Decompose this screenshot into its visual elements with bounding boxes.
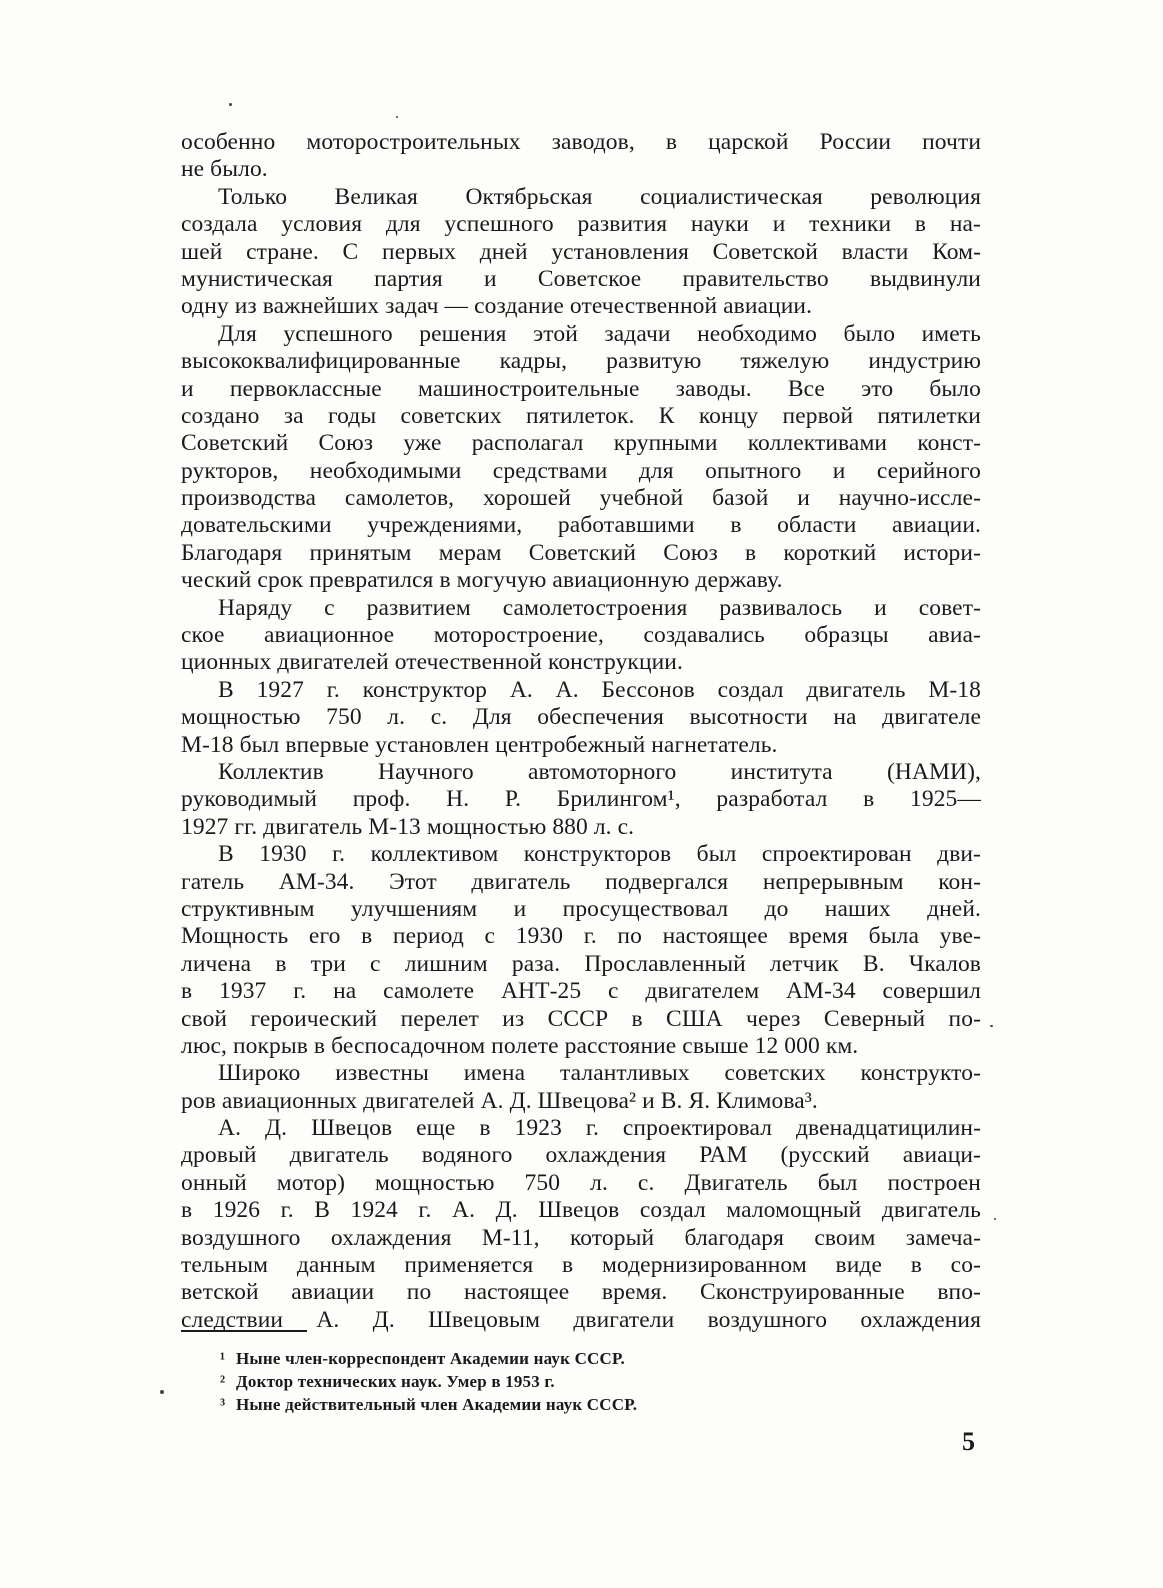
text-line: Наряду с развитием самолетостроения развивалось и совет- xyxy=(218,594,981,621)
scan-speck xyxy=(990,1025,993,1027)
text-line: люс, покрыв в беспосадочном полете расстояние свыше 12 000 км. xyxy=(181,1032,859,1059)
footnotes xyxy=(220,1347,920,1416)
text-line: А. Д. Швецов еще в 1923 г. спроектировал двенадцатицилин- xyxy=(218,1115,981,1142)
text-line: тельным данным применяется в модернизированном виде в со- xyxy=(181,1252,981,1279)
paragraph xyxy=(181,595,981,677)
text-line: ческий срок превратился в могучую авиационную державу. xyxy=(181,567,783,594)
footnote xyxy=(220,1370,920,1393)
text-line: довательскими учреждениями, работавшими в области авиации. xyxy=(181,512,981,539)
footnote xyxy=(220,1347,920,1370)
text-line: в 1926 г. В 1924 г. А. Д. Швецов создал маломощный двигатель xyxy=(181,1197,981,1224)
text-line: рукторов, необходимыми средствами для опытного и серийного xyxy=(181,457,981,484)
paragraph xyxy=(181,841,981,1060)
scan-speck xyxy=(160,1390,164,1394)
footnote-mark: ³ xyxy=(220,1395,226,1414)
text-line: 1927 гг. двигатель М-13 мощностью 880 л. с. xyxy=(181,813,635,840)
footnote-text: Ныне действительный член Академии наук СССР. xyxy=(236,1395,638,1414)
text-line: гатель АМ-34. Этот двигатель подвергался непрерывным кон- xyxy=(181,868,981,895)
text-line: ское авиационное моторостроение, создавались образцы авиа- xyxy=(181,622,981,649)
text-line: ров авиационных двигателей А. Д. Швецова² и В. Я. Климова³. xyxy=(181,1087,818,1114)
text-line: Для успешного решения этой задачи необходимо было иметь xyxy=(218,320,981,347)
text-line: личена в три с лишним раза. Прославленный летчик В. Чкалов xyxy=(181,950,981,977)
text-line: воздушного охлаждения М-11, который благодаря своим замеча- xyxy=(181,1224,981,1251)
footnote xyxy=(220,1393,920,1416)
text-line: Мощность его в период с 1930 г. по настоящее время была уве- xyxy=(181,923,981,950)
text-line: Советский Союз уже располагал крупными коллективами конст- xyxy=(181,430,981,457)
text-line: М-18 был впервые установлен центробежный нагнетатель. xyxy=(181,731,778,758)
text-line: создала условия для успешного развития науки и техники в на- xyxy=(181,211,981,238)
text-line: производства самолетов, хорошей учебной базой и научно-иссле- xyxy=(181,485,981,512)
text-line: свой героический перелет из СССР в США через Северный по- xyxy=(181,1005,981,1032)
paragraph xyxy=(181,321,981,595)
paragraph xyxy=(181,677,981,759)
text-line: высококвалифицированные кадры, развитую тяжелую индустрию xyxy=(181,348,981,375)
text-line: одну из важнейших задач — создание отечественной авиации. xyxy=(181,293,813,320)
footnote-mark: ² xyxy=(220,1372,226,1391)
paragraph xyxy=(181,184,981,321)
footnote-mark: ¹ xyxy=(220,1349,226,1368)
paragraph xyxy=(181,1115,981,1334)
text-line: Благодаря принятым мерам Советский Союз в короткий истори- xyxy=(181,539,981,566)
text-line: ционных двигателей отечественной конструкции. xyxy=(181,649,683,676)
text-line: не было. xyxy=(181,156,268,183)
footnote-text: Ныне член-корреспондент Академии наук СССР. xyxy=(236,1349,625,1368)
paragraph xyxy=(181,129,981,184)
main-text xyxy=(181,129,981,1334)
text-line: шей стране. С первых дней установления Советской власти Ком- xyxy=(181,238,981,265)
text-line: структивным улучшениям и просуществовал до наших дней. xyxy=(181,895,981,922)
page-number: 5 xyxy=(962,1427,975,1456)
text-line: в 1937 г. на самолете АНТ-25 с двигателем АМ-34 совершил xyxy=(181,978,981,1005)
text-line: особенно моторостроительных заводов, в царской России почти xyxy=(181,129,981,155)
text-line: дровый двигатель водяного охлаждения РАМ (русский авиаци- xyxy=(181,1142,981,1169)
scan-speck xyxy=(994,1218,996,1220)
text-line: и первоклассные машиностроительные заводы. Все это было xyxy=(181,375,981,402)
text-line: Коллектив Научного автомоторного института (НАМИ), xyxy=(218,758,981,785)
text-line: онный мотор) мощностью 750 л. с. Двигатель был построен xyxy=(181,1169,981,1196)
text-line: следствии А. Д. Швецовым двигатели воздушного охлаждения xyxy=(181,1306,981,1333)
paragraph xyxy=(181,759,981,841)
text-line: В 1927 г. конструктор А. А. Бессонов создал двигатель М-18 xyxy=(218,676,981,703)
text-line: Только Великая Октябрьская социалистическая революция xyxy=(218,183,981,210)
footnote-separator xyxy=(181,1330,307,1332)
text-line: мунистическая партия и Советское правительство выдвинули xyxy=(181,265,981,292)
text-line: Широко известны имена талантливых советских конструкто- xyxy=(218,1060,981,1087)
paragraph xyxy=(181,1060,981,1115)
text-line: В 1930 г. коллективом конструкторов был спроектирован дви- xyxy=(218,841,981,868)
footnote-text: Доктор технических наук. Умер в 1953 г. xyxy=(236,1372,555,1391)
text-line: руководимый проф. Н. Р. Брилингом¹, разработал в 1925— xyxy=(181,786,981,813)
scan-speck xyxy=(229,103,232,106)
text-line: мощностью 750 л. с. Для обеспечения высотности на двигателе xyxy=(181,704,981,731)
scan-speck xyxy=(396,116,398,118)
text-line: ветской авиации по настоящее время. Сконструированные впо- xyxy=(181,1279,981,1306)
text-line: создано за годы советских пятилеток. К концу первой пятилетки xyxy=(181,402,981,429)
